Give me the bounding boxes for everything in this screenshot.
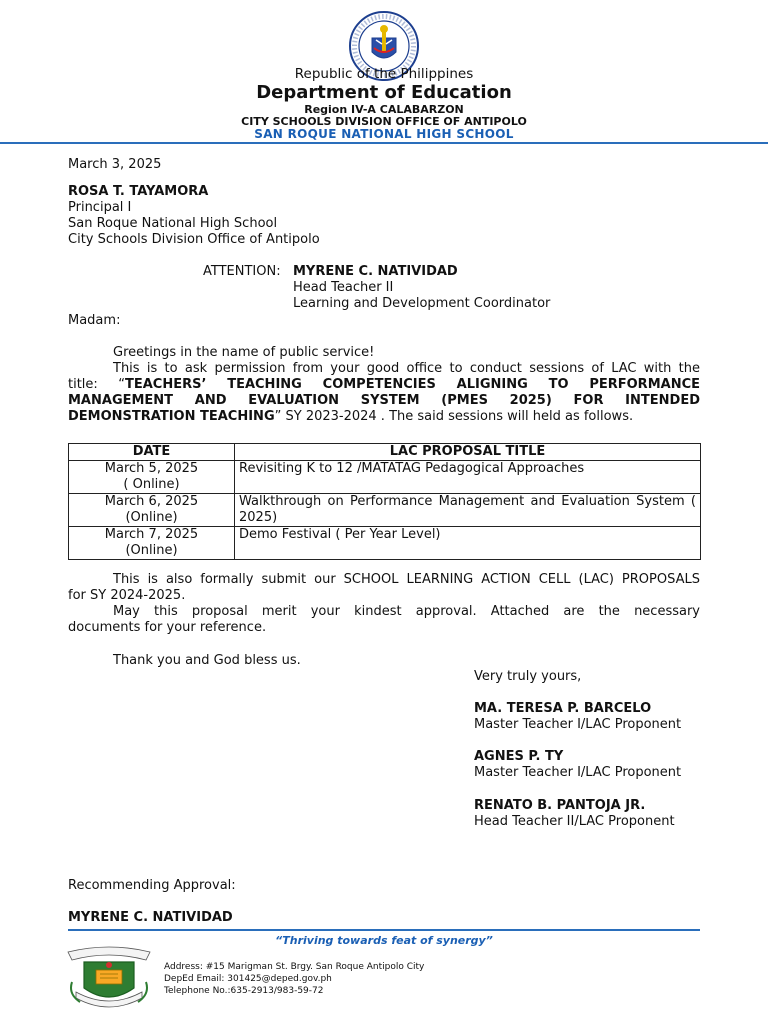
signatory-name: MA. TERESA P. BARCELO	[474, 701, 652, 716]
footer-telephone: Telephone No.:635-2913/983-59-72	[164, 986, 324, 996]
signatory-name: AGNES P. TY	[474, 749, 564, 764]
session-date: March 7, 2025	[104, 527, 199, 542]
title-cell: Demo Festival ( Per Year Level)	[235, 527, 701, 560]
header-divider	[0, 142, 768, 144]
table-row	[69, 527, 701, 560]
lac-title-part-2: MANAGEMENT AND EVALUATION SYSTEM (PMES 2025) FOR INTENDED	[68, 393, 700, 408]
paragraph-2-line-1: This is also formally submit our SCHOOL LEARNING ACTION CELL (LAC) PROPOSALS	[113, 572, 700, 587]
attention-label: ATTENTION:	[203, 264, 281, 279]
attention-role: Learning and Development Coordinator	[293, 296, 551, 311]
paragraph-1-title-prefix: title: “	[68, 377, 125, 392]
paragraph-1-line-4-rest: ” SY 2023-2024 . The said sessions will held as follows.	[274, 409, 634, 424]
school-name: SAN ROQUE NATIONAL HIGH SCHOOL	[254, 127, 514, 141]
date-cell	[69, 494, 235, 527]
paragraph-1-line-1: This is to ask permission from your good office to conduct sessions of LAC with the	[113, 361, 700, 376]
signatory-title: Master Teacher I/LAC Proponent	[474, 717, 682, 732]
title-cell: Revisiting K to 12 /MATATAG Pedagogical Approaches	[235, 461, 701, 494]
school-logo-icon	[62, 942, 156, 1014]
lac-title-part-1: TEACHERS’ TEACHING COMPETENCIES ALIGNING TO PERFORMANCE	[124, 377, 700, 392]
session-date: March 6, 2025	[104, 494, 199, 509]
footer-divider	[68, 929, 700, 931]
signatory-title: Master Teacher I/LAC Proponent	[474, 765, 682, 780]
table-header-row	[69, 444, 701, 461]
recommending-name: MYRENE C. NATIVIDAD	[68, 910, 233, 925]
attention-position: Head Teacher II	[293, 280, 394, 295]
division-line: CITY SCHOOLS DIVISION OFFICE OF ANTIPOLO	[241, 115, 527, 128]
column-header-date: DATE	[69, 444, 235, 461]
closing-line: Thank you and God bless us.	[113, 653, 301, 668]
paragraph-1-line-4	[68, 409, 633, 425]
paragraph-1-line-2	[68, 377, 700, 393]
date-cell	[69, 527, 235, 560]
paragraph-2-line-2: for SY 2024-2025.	[68, 588, 186, 603]
signatory-name: RENATO B. PANTOJA JR.	[474, 798, 646, 813]
recipient-name: ROSA T. TAYAMORA	[68, 184, 209, 199]
greeting: Greetings in the name of public service!	[113, 345, 375, 360]
footer-email: DepEd Email: 301425@deped.gov.ph	[164, 974, 332, 984]
republic-line: Republic of the Philippines	[294, 66, 474, 82]
date-cell	[69, 461, 235, 494]
paragraph-3-line-1: May this proposal merit your kindest approval. Attached are the necessary	[113, 604, 700, 619]
recommending-label: Recommending Approval:	[68, 878, 236, 893]
department-title: Department of Education	[256, 82, 512, 103]
table-row	[69, 494, 701, 527]
lac-schedule-table	[68, 443, 701, 560]
salutation: Madam:	[68, 313, 121, 328]
recipient-school: San Roque National High School	[68, 216, 278, 231]
session-mode: (Online)	[125, 510, 178, 525]
recipient-office: City Schools Division Office of Antipolo	[68, 232, 320, 247]
session-mode: ( Online)	[123, 477, 180, 492]
letter-date: March 3, 2025	[68, 157, 162, 172]
paragraph-3-line-2: documents for your reference.	[68, 620, 267, 635]
school-motto: “Thriving towards feat of synergy”	[275, 934, 493, 947]
complimentary-close: Very truly yours,	[474, 669, 582, 684]
signatory-title: Head Teacher II/LAC Proponent	[474, 814, 675, 829]
footer-address: Address: #15 Marigman St. Brgy. San Roque Antipolo City	[164, 962, 425, 972]
column-header-title: LAC PROPOSAL TITLE	[235, 444, 701, 461]
recipient-position: Principal I	[68, 200, 132, 215]
region-line: Region IV-A CALABARZON	[304, 103, 464, 116]
session-mode: (Online)	[125, 543, 178, 558]
table-row	[69, 461, 701, 494]
lac-title-part-3: DEMONSTRATION TEACHING	[68, 409, 275, 424]
session-date: March 5, 2025	[104, 461, 199, 476]
attention-name: MYRENE C. NATIVIDAD	[293, 264, 458, 279]
title-cell: Walkthrough on Performance Management and Evaluation System ( 2025)	[235, 494, 701, 527]
